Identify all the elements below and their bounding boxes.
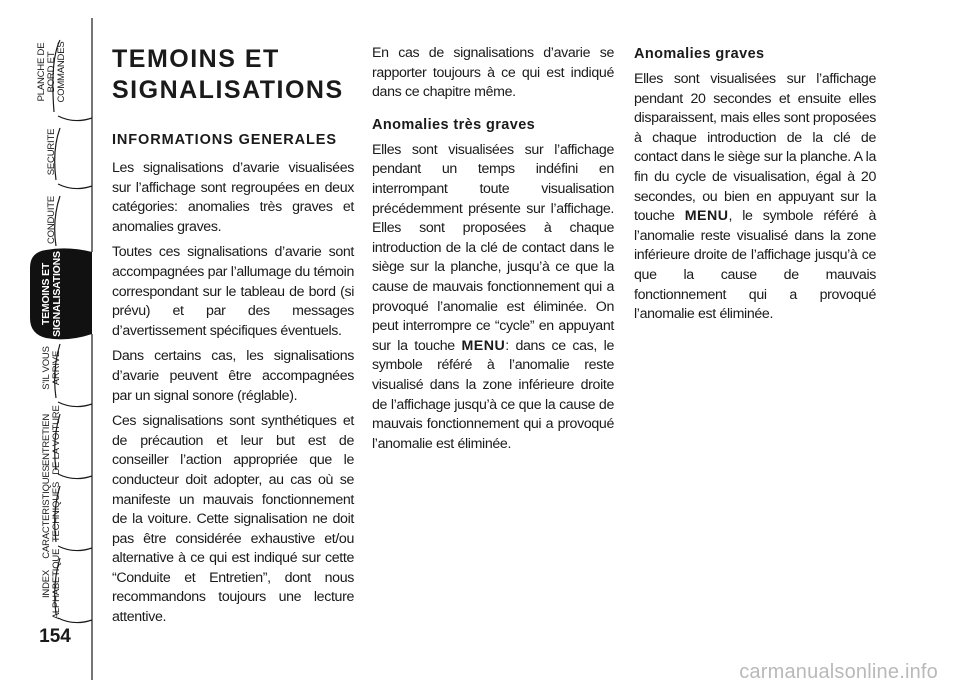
tab-conduite[interactable]: CONDUITE [46, 196, 57, 245]
tab-entretien[interactable]: ENTRETIEN DE LA VOITURE [41, 405, 62, 475]
tab-securite[interactable]: SECURITE [46, 128, 57, 176]
subtitle-anomalies-tres-graves: Anomalies très graves [372, 116, 536, 133]
text-column-1 [112, 44, 354, 634]
text-run: Elles sont visualisées sur l’affichage pendant 20 secondes et ensuite elles disparaissent, mais elles sont proposées à chaque introduction de la clé de contact dans le siège sur la planche. A la fin du cycle de visualisation, égal à 20 secondes, ou bien en appuyant sur la touche [634, 71, 876, 225]
paragraph: Toutes ces signalisations d’avarie sont accompagnées par l’allumage du témoin correspondant sur le tableau de bord (si prévu) et par des messages d’avertissement spécifiques éventuels. [112, 244, 354, 339]
text-column-2 [372, 44, 614, 460]
paragraph: Les signalisations d’avarie visualisées sur l’affichage sont regroupées en deux catégories: anomalies très graves et anomalies graves. [112, 160, 354, 235]
tab-temoins-et-signalisations[interactable]: TEMOINS ET SIGNALISATIONS [40, 251, 63, 337]
tab-caracteristiques-techniques[interactable]: CARACTERISTIQUES TECHNIQUES [41, 465, 62, 559]
paragraph: Ces signalisations sont synthétiques et de précaution et leur but est de conseiller l’action appropriée que le conducteur doit adopter, au cas où se manifeste un mauvais fonctionnement de la voiture. Cette signalisation ne doit pas être considérée exhaustive et/ou alternative à ce qui est indiqué sur cette “Conduite et Entretien”, dont nous recommandons toujours une lecture attentive. [112, 413, 354, 626]
tab-planche-de-bord[interactable]: PLANCHE DE BORD ET COMMANDES [36, 41, 67, 103]
paragraph: En cas de signalisations d’avarie se rapporter toujours à ce qui est indiqué dans ce chapitre même. [372, 45, 614, 101]
text-column-3 [634, 44, 876, 331]
tab-sil-vous-arrive[interactable]: S'IL VOUS ARRIVE [41, 346, 62, 390]
menu-key-label: MENU [461, 337, 506, 354]
paragraph [372, 141, 614, 455]
paragraph: Dans certains cas, les signalisations d’avarie peuvent être accompagnées par un signal sonore (réglable). [112, 348, 354, 404]
menu-key-label: MENU [684, 208, 729, 225]
text-run: : dans ce cas, le symbole référé à l’anomalie reste visualisé dans la zone inférieure droite de l’affichage jusqu’à ce que la cause de mauvais fonctionnement qui a provoqué l’anomalie est éliminée. [372, 337, 614, 452]
watermark: carmanualsonline.info [739, 661, 938, 683]
text-run: Elles sont visualisées sur l’affichage pendant un temps indéfini en interrompant toute visualisation précédemment présente sur l’affichage. Elles sont proposées à chaque introduction de la clé de contact dans le siège sur la planche, jusqu’à ce que la cause de mauvais fonctionnement qui a provoqué l’anomalie est éliminée. On peut interrompre ce “cycle” en appuyant sur la touche [372, 141, 614, 354]
paragraph [634, 70, 876, 325]
page-title [112, 44, 354, 106]
tab-index-alphabetique[interactable]: INDEX ALPHABETIQUE [41, 548, 62, 620]
text-run: , le symbole référé à l’anomalie reste visualisé dans la zone inférieure droite de l’affichage jusqu’à ce que la cause de mauvais fonctionnement qui a provoqué l’anomalie est éliminée. [634, 208, 877, 323]
page-title-line2: SIGNALISATIONS [112, 76, 344, 104]
page-number: 154 [39, 626, 71, 647]
page-title-line1: TEMOINS ET [112, 45, 280, 73]
section-title: INFORMATIONS GENERALES [112, 132, 337, 148]
chapter-tab-rail [0, 0, 102, 692]
subtitle-anomalies-graves: Anomalies graves [634, 46, 765, 62]
